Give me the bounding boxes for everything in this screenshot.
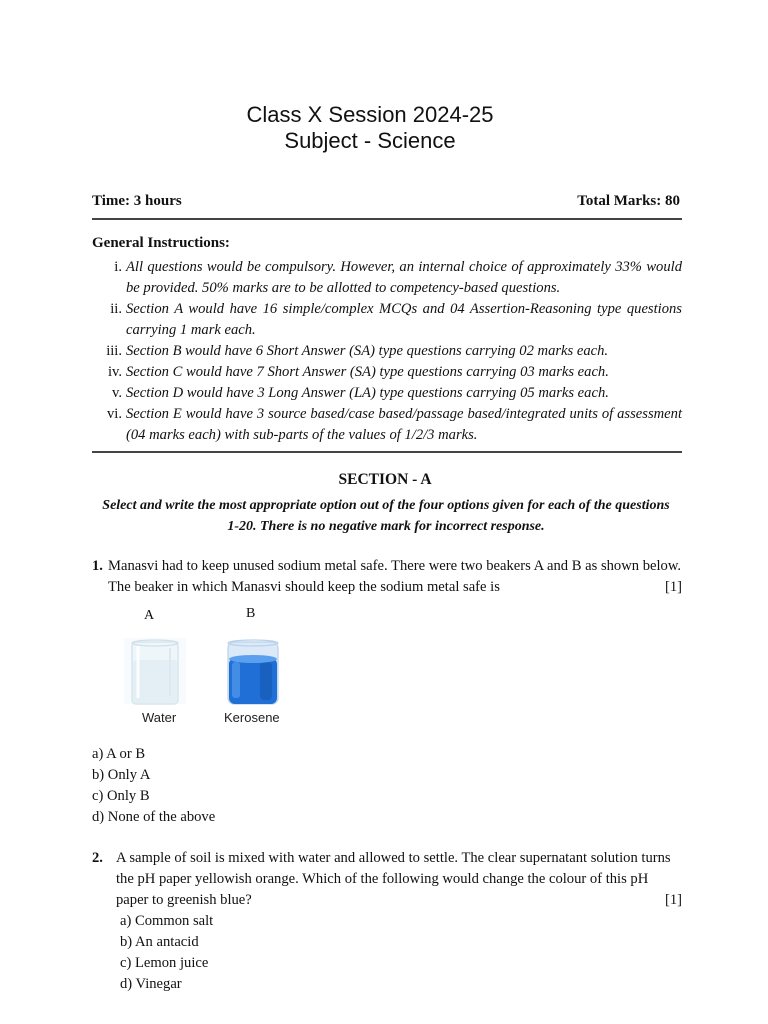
option-a: a) A or B (92, 746, 146, 762)
question-text (116, 848, 682, 911)
option-c: c) Only B (92, 788, 150, 804)
instruction-text: Section E would have 3 source based/case based/passage based/integrated units of assessment (04 marks each) with sub-parts of the values of 1/2/3 marks. (126, 406, 682, 443)
instruction-number: iii. (106, 343, 122, 359)
question-text (108, 556, 682, 598)
instruction-number: i. (114, 259, 122, 275)
beaker-b-caption: Kerosene (224, 710, 280, 725)
beaker-a-label: A (144, 608, 155, 623)
instruction-item (92, 341, 682, 362)
time-label: Time: 3 hours (92, 193, 182, 209)
total-marks-label: Total Marks: 80 (577, 193, 680, 209)
instruction-text: All questions would be compulsory. However, an internal choice of approximately 33% would be provided. 50% marks are to be allotted to competency-based questions. (126, 259, 682, 296)
instruction-text: Section B would have 6 Short Answer (SA) type questions carrying 02 marks each. (126, 343, 609, 359)
beaker-a-caption: Water (142, 710, 177, 725)
option-d: d) None of the above (92, 809, 216, 825)
option-d: d) Vinegar (120, 976, 182, 992)
question-number: 1. (92, 558, 103, 574)
section-a-heading: SECTION - A (338, 471, 432, 488)
instruction-item (92, 383, 682, 404)
instruction-number: v. (112, 385, 122, 401)
instruction-item (92, 362, 682, 383)
question-marks: [1] (664, 579, 682, 595)
option-b: b) An antacid (120, 934, 199, 950)
question-body: Manasvi had to keep unused sodium metal safe. There were two beakers A and B as shown below. The beaker in which Manasvi should keep the sodium metal safe is (108, 558, 682, 595)
instruction-text: Section A would have 16 simple/complex MCQs and 04 Assertion-Reasoning type questions carrying 1 mark each. (126, 301, 682, 338)
paper-subject: Subject - Science (284, 128, 456, 153)
paper-title: Class X Session 2024-25 (246, 102, 494, 127)
question-options (92, 744, 215, 828)
question-2 (92, 848, 682, 995)
question-body: A sample of soil is mixed with water and allowed to settle. The clear supernatant solution turns the pH paper yellowish orange. Which of the following would change the colour of this pH paper to greenish blue? (116, 850, 671, 908)
instruction-item (92, 299, 682, 341)
instruction-text: Section D would have 3 Long Answer (LA) type questions carrying 05 marks each. (126, 385, 609, 401)
beaker-water-icon (124, 638, 186, 704)
question-marks: [1] (664, 892, 682, 908)
question-line (92, 848, 682, 911)
general-instructions-heading: General Instructions: (92, 235, 230, 251)
section-a-instruction: Select and write the most appropriate option out of the four options given for each of the questions 1-20. There is no negative mark for incorrect response. (102, 498, 670, 534)
header-divider (92, 218, 682, 220)
instruction-item (92, 257, 682, 299)
instruction-item (92, 404, 682, 446)
beaker-kerosene-icon (228, 640, 278, 704)
beaker-b-label: B (246, 606, 256, 621)
question-options (92, 911, 682, 995)
option-a: a) Common salt (120, 913, 214, 929)
instructions-divider (92, 451, 682, 453)
instruction-number: vi. (107, 406, 122, 422)
meta-row (92, 193, 680, 210)
beakers-figure (120, 602, 300, 734)
instruction-text: Section C would have 7 Short Answer (SA) type questions carrying 03 marks each. (126, 364, 609, 380)
question-number: 2. (92, 850, 103, 866)
question-line (92, 556, 682, 598)
instruction-number: ii. (110, 301, 122, 317)
instruction-number: iv. (107, 364, 122, 380)
option-c: c) Lemon juice (120, 955, 209, 971)
general-instructions-list (92, 257, 682, 446)
option-b: b) Only A (92, 767, 151, 783)
